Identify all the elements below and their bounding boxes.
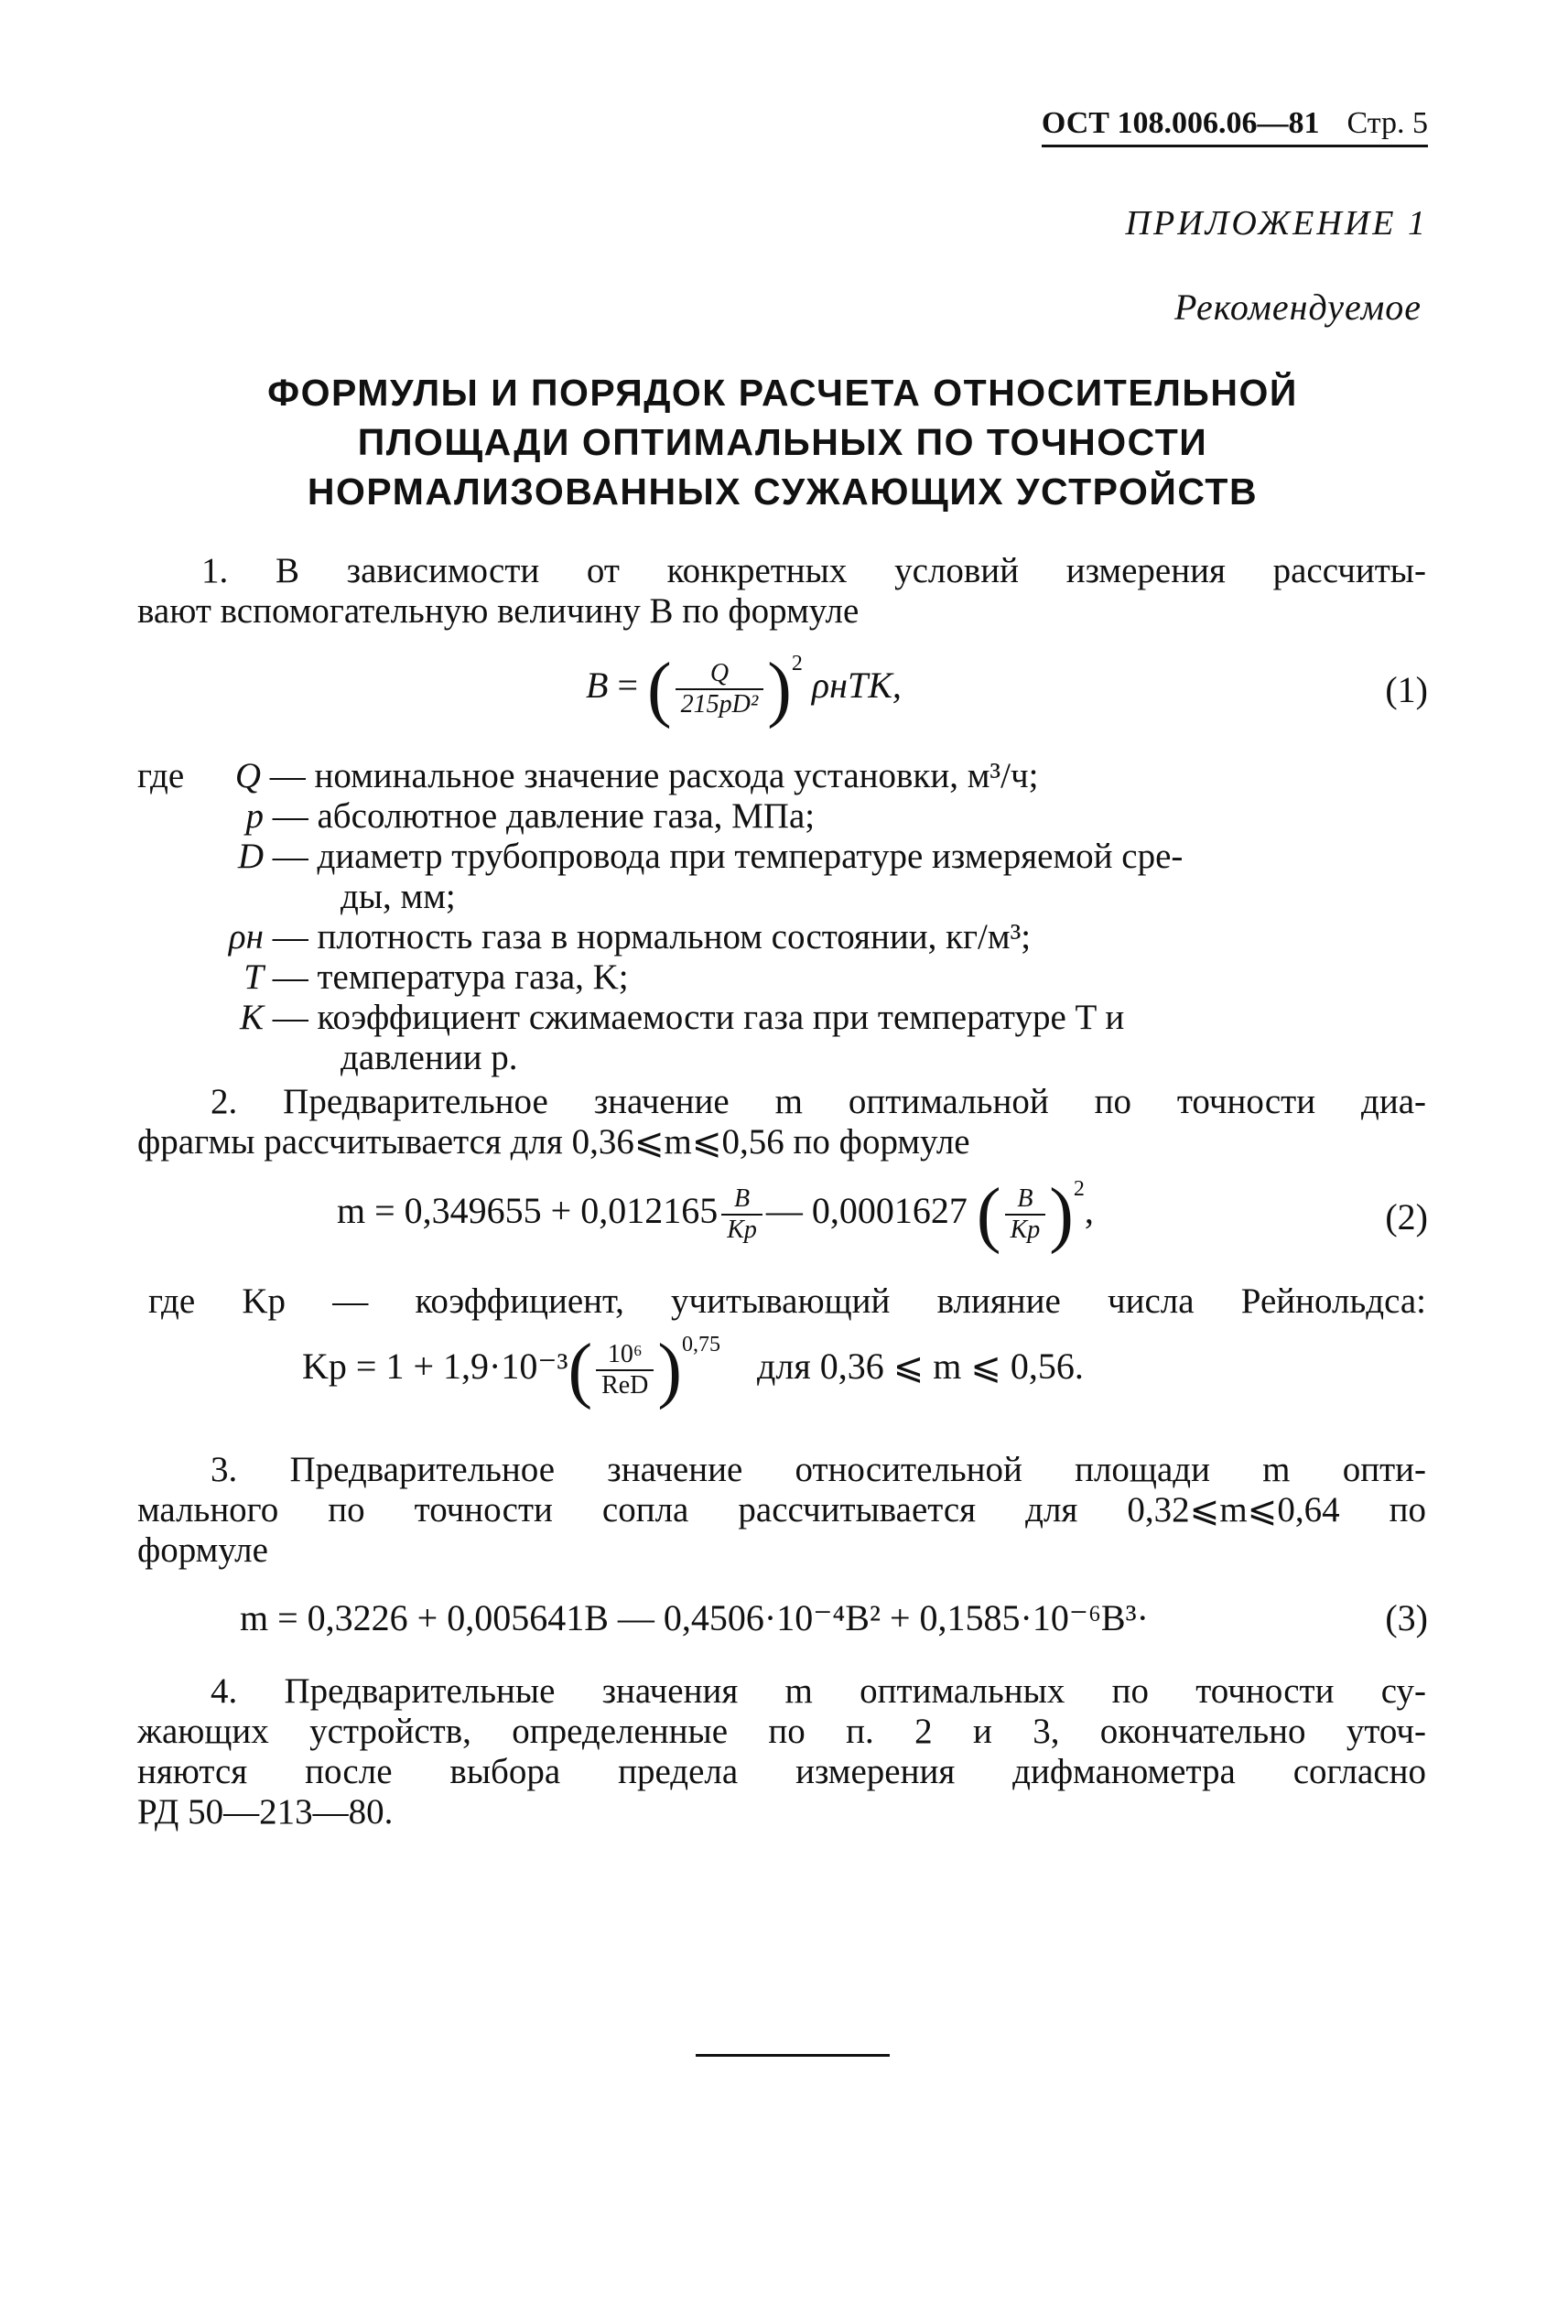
p2-kp-line: где Kр — коэффициент, учитывающий влияние числа Рейнольдса: xyxy=(148,1281,1426,1321)
formula-3: m = 0,3226 + 0,005641B — 0,4506·10⁻⁴B² + 0,1585·10⁻⁶B³· xyxy=(240,1597,1149,1638)
formula-2-numerator: B xyxy=(1017,1184,1033,1213)
formula-kp: Kр = 1 + 1,9·10⁻³( $\frac{\text{10⁶}}{\text{ReD}}$ )$^{0,75}$ для 0,36 ⩽ m ⩽ 0,56. xyxy=(302,1329,1084,1411)
formula-3-number: (3) xyxy=(1385,1597,1428,1638)
title-line-3: НОРМАЛИЗОВАННЫХ СУЖАЮЩИХ УСТРОЙСТВ xyxy=(307,470,1259,513)
formula-2-mid: — 0,0001627 xyxy=(765,1190,968,1231)
formula-2-numerator: B xyxy=(734,1184,751,1213)
legend-row xyxy=(227,998,1124,1038)
legend-row xyxy=(137,756,1038,796)
legend-text: — плотность газа в нормальном состоянии, кг/м³; xyxy=(272,917,1032,957)
formula-2-text: m = 0,349655 + 0,012165 xyxy=(337,1190,719,1231)
p1-line-2: вают вспомогательную величину B по формуле xyxy=(137,591,860,631)
formula-kp-denominator: ReD xyxy=(596,1369,654,1400)
formula-1-lhs: B xyxy=(586,665,609,706)
title-line-1: ФОРМУЛЫ И ПОРЯДОК РАСЧЕТА ОТНОСИТЕЛЬНОЙ xyxy=(267,372,1298,414)
appendix-label: ПРИЛОЖЕНИЕ 1 xyxy=(1125,204,1428,243)
formula-1-denominator: 215pD² xyxy=(676,688,764,719)
legend-symbol: K xyxy=(239,998,264,1037)
legend-text: — коэффициент сжимаемости газа при температуре T и xyxy=(272,998,1125,1037)
legend-row xyxy=(227,957,629,998)
legend-text: ды, мм; xyxy=(341,877,456,916)
legend-symbol: p xyxy=(245,796,264,836)
end-rule xyxy=(696,2054,890,2057)
p4-line-3: няются после выбора предела измерения дифманометра согласно xyxy=(137,1752,1426,1791)
p3-line-2: мального по точности сопла рассчитывается для 0,32⩽m⩽0,64 по xyxy=(137,1490,1426,1530)
p3-line-3: формуле xyxy=(137,1530,268,1570)
legend-symbol: Q xyxy=(234,756,261,795)
formula-2: m = 0,349655 + 0,012165 $\frac{B}{Kp}$ — 0,0001627 ( $\frac{B}{Kp}$ )$^2$, xyxy=(337,1173,1094,1255)
legend-text: давлении p. xyxy=(341,1038,518,1077)
legend-text: — температура газа, K; xyxy=(272,957,629,997)
p4-line-1: 4. Предварительные значения m оптимальных по точности су- xyxy=(211,1671,1426,1711)
formula-1-fraction xyxy=(676,659,764,719)
legend-row xyxy=(227,796,815,837)
legend-row xyxy=(227,917,1031,957)
p4-line-2: жающих устройств, определенные по п. 2 и 3, окончательно уточ- xyxy=(137,1712,1426,1751)
formula-kp-condition: для 0,36 ⩽ m ⩽ 0,56. xyxy=(757,1346,1084,1387)
legend-row xyxy=(341,877,456,917)
p2-line-1: 2. Предварительное значение m оптимальной по точности диа- xyxy=(211,1082,1426,1121)
p1-line-1: 1. В зависимости от конкретных условий измерения рассчиты- xyxy=(201,551,1426,590)
legend-row xyxy=(227,837,1183,877)
formula-2-denominator: Kp xyxy=(721,1214,762,1245)
formula-1-numerator: Q xyxy=(709,658,730,687)
standard-code: ОСТ 108.006.06—81 xyxy=(1041,106,1320,140)
formula-2-denominator: Kp xyxy=(1005,1214,1046,1245)
p4-line-4: РД 50—213—80. xyxy=(137,1792,394,1832)
recommended-label: Рекомендуемое xyxy=(1173,286,1422,328)
legend-symbol: D xyxy=(237,837,264,876)
formula-1-number: (1) xyxy=(1385,669,1428,710)
formula-2-number: (2) xyxy=(1385,1196,1428,1238)
p2-line-2: фрагмы рассчитывается для 0,36⩽m⩽0,56 по формуле xyxy=(137,1122,970,1162)
legend-text: — номинальное значение расхода установки, м³/ч; xyxy=(269,756,1039,795)
page-number: Стр. 5 xyxy=(1346,106,1428,140)
formula-kp-lhs: Kр = 1 + 1,9·10⁻³ xyxy=(302,1346,568,1387)
legend-symbol: ρн xyxy=(228,917,264,957)
formula-1-tail: ρнTK, xyxy=(811,665,902,706)
formula-kp-exponent: 0,75 xyxy=(682,1333,721,1357)
legend-symbol: T xyxy=(243,957,264,997)
legend-row xyxy=(341,1038,517,1078)
document-header xyxy=(1042,106,1428,147)
document-title xyxy=(137,368,1428,516)
legend-where: где xyxy=(137,756,185,795)
title-line-2: ПЛОЩАДИ ОПТИМАЛЬНЫХ ПО ТОЧНОСТИ xyxy=(357,421,1208,463)
p3-line-1: 3. Предварительное значение относительной площади m опти- xyxy=(211,1450,1426,1489)
legend-text: — абсолютное давление газа, МПа; xyxy=(272,796,816,836)
formula-1: B = ( $\frac{Q}{\text{215pD²}}$ )$^2$ ρнTK, xyxy=(586,648,902,730)
legend-text: — диаметр трубопровода при температуре измеряемой сре- xyxy=(272,837,1184,876)
formula-kp-numerator: 10⁶ xyxy=(607,1339,643,1368)
